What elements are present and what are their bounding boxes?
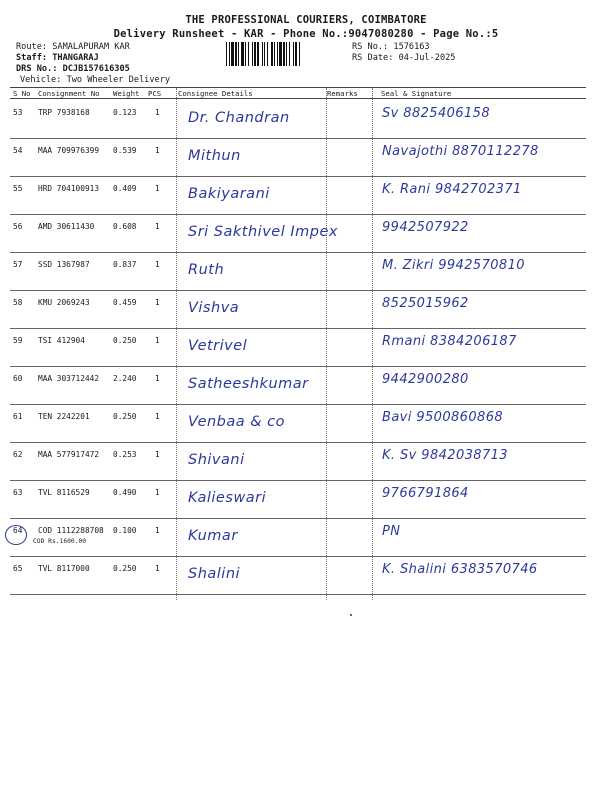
row-sno: 55 <box>13 184 23 193</box>
row-sno: 62 <box>13 450 23 459</box>
row-pcs: 1 <box>155 260 160 269</box>
row-consignee-handwriting: Kumar <box>188 528 238 544</box>
col-consignment: Consignment No <box>38 89 100 98</box>
row-pcs: 1 <box>155 108 160 117</box>
table-row <box>10 138 586 177</box>
row-consignee-handwriting: Shalini <box>188 566 241 582</box>
vehicle-label: Vehicle: Two Wheeler Delivery <box>20 75 171 85</box>
row-signature-handwriting: 9942507922 <box>382 220 469 235</box>
table-row <box>10 442 586 481</box>
header-top-rule <box>10 87 586 88</box>
row-weight: 0.490 <box>113 488 137 497</box>
table-row <box>10 366 586 405</box>
col-consignee: Consignee Details <box>178 89 253 98</box>
row-consignment-no: TVL 8117000 <box>38 564 90 573</box>
drs-number: DRS No.: DCJB157616305 <box>16 64 130 74</box>
table-row <box>10 328 586 367</box>
row-pcs: 1 <box>155 564 160 573</box>
row-sno: 59 <box>13 336 23 345</box>
row-remarks <box>328 404 376 442</box>
row-sno: 60 <box>13 374 23 383</box>
runsheet-subtitle: Delivery Runsheet - KAR - Phone No.:9047080280 - Page No.:5 <box>113 28 499 40</box>
row-weight: 0.250 <box>113 412 137 421</box>
col-sno: S No <box>13 89 31 98</box>
row-consignment-no: MAA 709976399 <box>38 146 100 155</box>
route-label: Route: SAMALAPURAM KAR <box>16 42 130 52</box>
row-weight: 0.253 <box>113 450 137 459</box>
row-consignment-no: MAA 577917472 <box>38 450 100 459</box>
table-row <box>10 556 586 595</box>
row-weight: 0.409 <box>113 184 137 193</box>
row-consignment-no: TSI 412904 <box>38 336 85 345</box>
table-row <box>10 176 586 215</box>
row-consignee-handwriting: Vishva <box>188 300 240 316</box>
row-remarks <box>328 138 376 176</box>
row-pcs: 1 <box>155 146 160 155</box>
barcode <box>226 42 344 66</box>
row-consignment-no: COD 1112288708 <box>38 526 104 535</box>
row-sno: 65 <box>13 564 23 573</box>
rs-date: RS Date: 04-Jul-2025 <box>352 53 456 63</box>
table-row <box>10 252 586 291</box>
row-weight: 0.539 <box>113 146 137 155</box>
row-remarks <box>328 176 376 214</box>
row-signature-handwriting: Sv 8825406158 <box>382 106 490 121</box>
row-signature-handwriting: Bavi 9500860868 <box>382 410 504 425</box>
row-remarks <box>328 366 376 404</box>
rs-number: RS No.: 1576163 <box>352 42 430 52</box>
row-weight: 0.250 <box>113 336 137 345</box>
table-row <box>10 214 586 253</box>
row-signature-handwriting: K. Sv 9842038713 <box>382 448 508 463</box>
row-consignee-handwriting: Kalieswari <box>188 490 267 506</box>
row-signature-handwriting: 9442900280 <box>382 372 469 387</box>
col-seal: Seal & Signature <box>381 89 452 98</box>
row-pcs: 1 <box>155 412 160 421</box>
row-sno: 64 <box>13 526 23 535</box>
row-sno: 54 <box>13 146 23 155</box>
row-signature-handwriting: K. Shalini 6383570746 <box>382 562 538 577</box>
row-signature-handwriting: 9766791864 <box>382 486 469 501</box>
row-weight: 0.100 <box>113 526 137 535</box>
table-row <box>10 404 586 443</box>
row-consignee-handwriting: Ruth <box>188 262 225 278</box>
row-signature-handwriting: PN <box>382 524 401 539</box>
row-consignee-handwriting: Bakiyarani <box>188 186 270 202</box>
row-remarks <box>328 480 376 518</box>
row-weight: 0.837 <box>113 260 137 269</box>
row-consignee-handwriting: Shivani <box>188 452 245 468</box>
col-weight: Weight <box>113 89 140 98</box>
row-pcs: 1 <box>155 298 160 307</box>
row-sno: 63 <box>13 488 23 497</box>
row-pcs: 1 <box>155 222 160 231</box>
staff-label: Staff: THANGARAJ <box>16 53 99 63</box>
row-sno: 58 <box>13 298 23 307</box>
row-signature-handwriting: M. Zikri 9942570810 <box>382 258 525 273</box>
row-consignee-handwriting: Satheeshkumar <box>188 376 309 392</box>
row-weight: 0.459 <box>113 298 137 307</box>
row-sno: 53 <box>13 108 23 117</box>
row-consignee-handwriting: Vetrivel <box>188 338 248 354</box>
table-row <box>10 100 586 139</box>
row-consignment-no: TEN 2242201 <box>38 412 90 421</box>
row-weight: 0.608 <box>113 222 137 231</box>
row-consignee-handwriting: Mithun <box>188 148 241 164</box>
row-remarks <box>328 442 376 480</box>
row-pcs: 1 <box>155 336 160 345</box>
row-sno: 56 <box>13 222 23 231</box>
col-pcs: PCS <box>148 89 162 98</box>
col-remarks: Remarks <box>327 89 358 98</box>
row-consignment-no: MAA 303712442 <box>38 374 100 383</box>
row-remarks <box>328 556 376 594</box>
row-signature-handwriting: 8525015962 <box>382 296 469 311</box>
company-title: THE PROFESSIONAL COURIERS, COIMBATORE <box>185 14 427 26</box>
row-remarks <box>328 100 376 138</box>
table-row <box>10 518 586 557</box>
header-bottom-rule <box>10 98 586 99</box>
row-signature-handwriting: Rmani 8384206187 <box>382 334 517 349</box>
stray-dot <box>350 614 352 616</box>
row-pcs: 1 <box>155 488 160 497</box>
table-row <box>10 480 586 519</box>
row-consignment-no: HRD 704100913 <box>38 184 100 193</box>
row-consignment-no: SSD 1367987 <box>38 260 90 269</box>
row-consignee-handwriting: Venbaa & co <box>188 414 286 430</box>
row-remarks <box>328 518 376 556</box>
row-consignee-handwriting: Sri Sakthivel Impex <box>188 224 338 240</box>
row-pcs: 1 <box>155 450 160 459</box>
row-pcs: 1 <box>155 526 160 535</box>
row-weight: 2.240 <box>113 374 137 383</box>
row-remarks <box>328 328 376 366</box>
row-consignee-handwriting: Dr. Chandran <box>188 110 290 126</box>
row-remarks <box>328 252 376 290</box>
row-sno: 61 <box>13 412 23 421</box>
row-signature-handwriting: K. Rani 9842702371 <box>382 182 522 197</box>
row-pcs: 1 <box>155 374 160 383</box>
row-remarks <box>328 214 376 252</box>
row-sno: 57 <box>13 260 23 269</box>
row-remarks <box>328 290 376 328</box>
row-pcs: 1 <box>155 184 160 193</box>
row-consignment-no: AMD 30611430 <box>38 222 95 231</box>
cod-amount-note: COD Rs.1600.00 <box>33 538 87 545</box>
handwritten-circle-mark <box>5 525 27 545</box>
row-weight: 0.250 <box>113 564 137 573</box>
row-consignment-no: KMU 2069243 <box>38 298 90 307</box>
row-weight: 0.123 <box>113 108 137 117</box>
table-row <box>10 290 586 329</box>
row-signature-handwriting: Navajothi 8870112278 <box>382 144 539 159</box>
row-consignment-no: TRP 7938168 <box>38 108 90 117</box>
row-consignment-no: TVL 8116529 <box>38 488 90 497</box>
